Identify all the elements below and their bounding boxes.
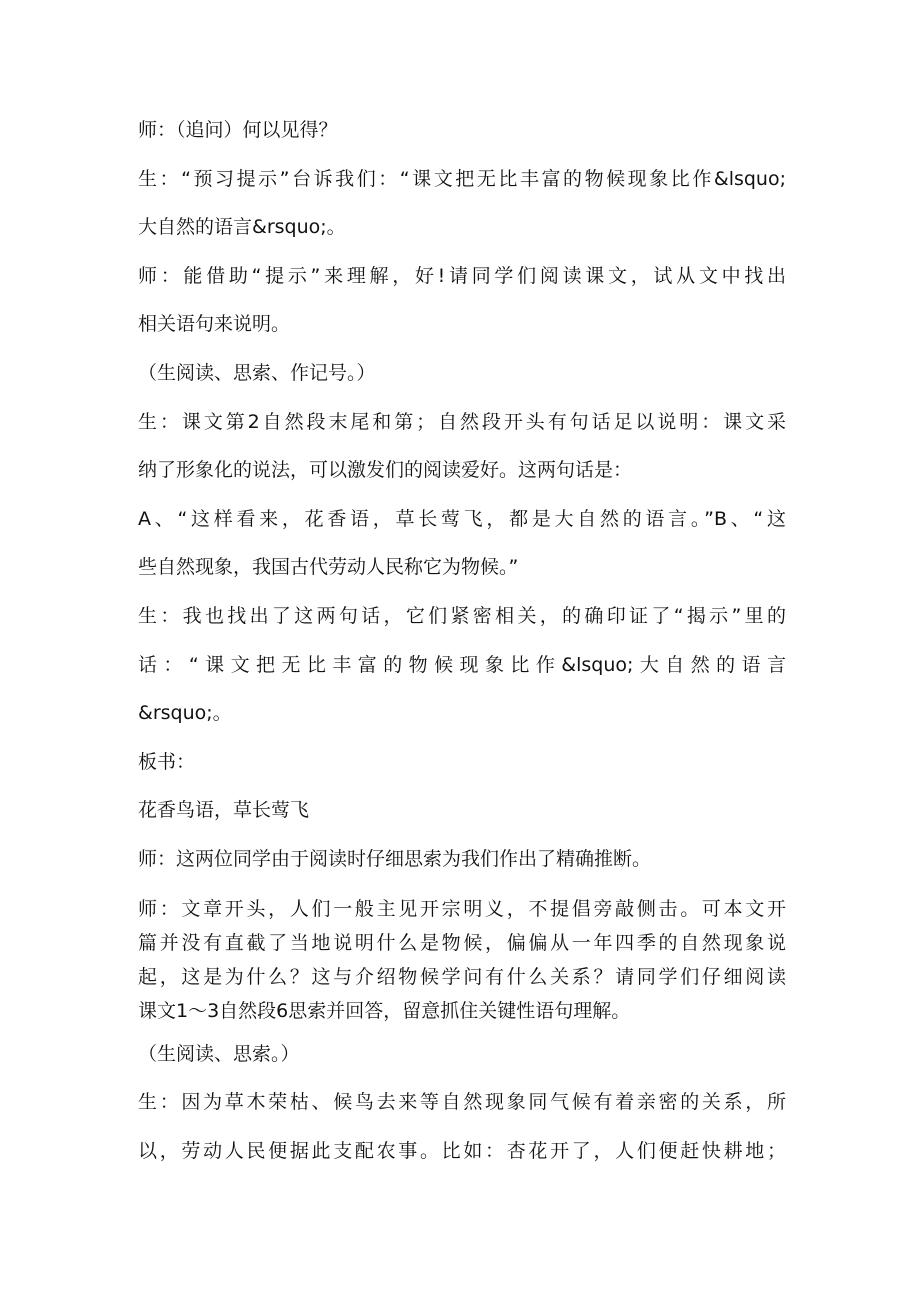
text-line: 起，这是为什么？这与介绍物候学问有什么关系？请同学们仔细阅读 bbox=[138, 965, 786, 988]
text-line: 课文1～3自然段6思索并回答，留意抓住关键性语句理解。 bbox=[138, 999, 631, 1022]
text-line: &rsquo;。 bbox=[138, 702, 232, 725]
text-line: 师：文章开头，人们一般主见开宗明义，不提倡旁敲侧击。可本文开 bbox=[138, 897, 786, 920]
text-line: （生阅读、思索。） bbox=[138, 1042, 300, 1065]
text-line: 以，劳动人民便据此支配农事。比如：杏花开了，人们便赶快耕地； bbox=[138, 1139, 786, 1162]
text-line: 相关语句来说明。 bbox=[138, 313, 291, 336]
text-line: 些自然现象，我国古代劳动人民称它为物候。” bbox=[138, 556, 519, 579]
text-line: 板书： bbox=[138, 750, 196, 773]
text-line: 生：课文第2自然段末尾和第；自然段开头有句话足以说明：课文采 bbox=[138, 410, 786, 433]
dense-paragraph bbox=[138, 892, 786, 1028]
text-line: 师：（追问）何以见得？ bbox=[138, 119, 338, 141]
text-line: （生阅读、思索、作记号。） bbox=[138, 361, 376, 384]
text-line: 生：“预习提示”台诉我们：“课文把无比丰富的物候现象比作&lsquo; bbox=[138, 167, 786, 190]
text-line: 生：我也找出了这两句话，它们紧密相关，的确印证了“揭示”里的 bbox=[138, 604, 786, 627]
text-line: 生：因为草木荣枯、候鸟去来等自然现象同气候有着亲密的关系，所 bbox=[138, 1091, 786, 1114]
text-line: 大自然的语言&rsquo;。 bbox=[138, 216, 346, 239]
text-line: 花香鸟语，草长莺飞 bbox=[138, 799, 310, 822]
text-line: 篇并没有直截了当地说明什么是物候，偏偏从一年四季的自然现象说 bbox=[138, 931, 786, 954]
text-line: 师：这两位同学由于阅读时仔细思索为我们作出了精确推断。 bbox=[138, 847, 652, 870]
text-line: 话：“课文把无比丰富的物候现象比作&lsquo;大自然的语言 bbox=[138, 653, 786, 676]
text-line: A、“这样看来，花香语，草长莺飞，都是大自然的语言。”B、“这 bbox=[138, 507, 786, 530]
text-line: 纳了形象化的说法，可以激发们的阅读爱好。这两句话是： bbox=[138, 459, 633, 482]
lesson-transcript bbox=[138, 106, 786, 1175]
text-line: 师：能借助“提示”来理解，好!请同学们阅读课文，试从文中找出 bbox=[138, 264, 786, 287]
